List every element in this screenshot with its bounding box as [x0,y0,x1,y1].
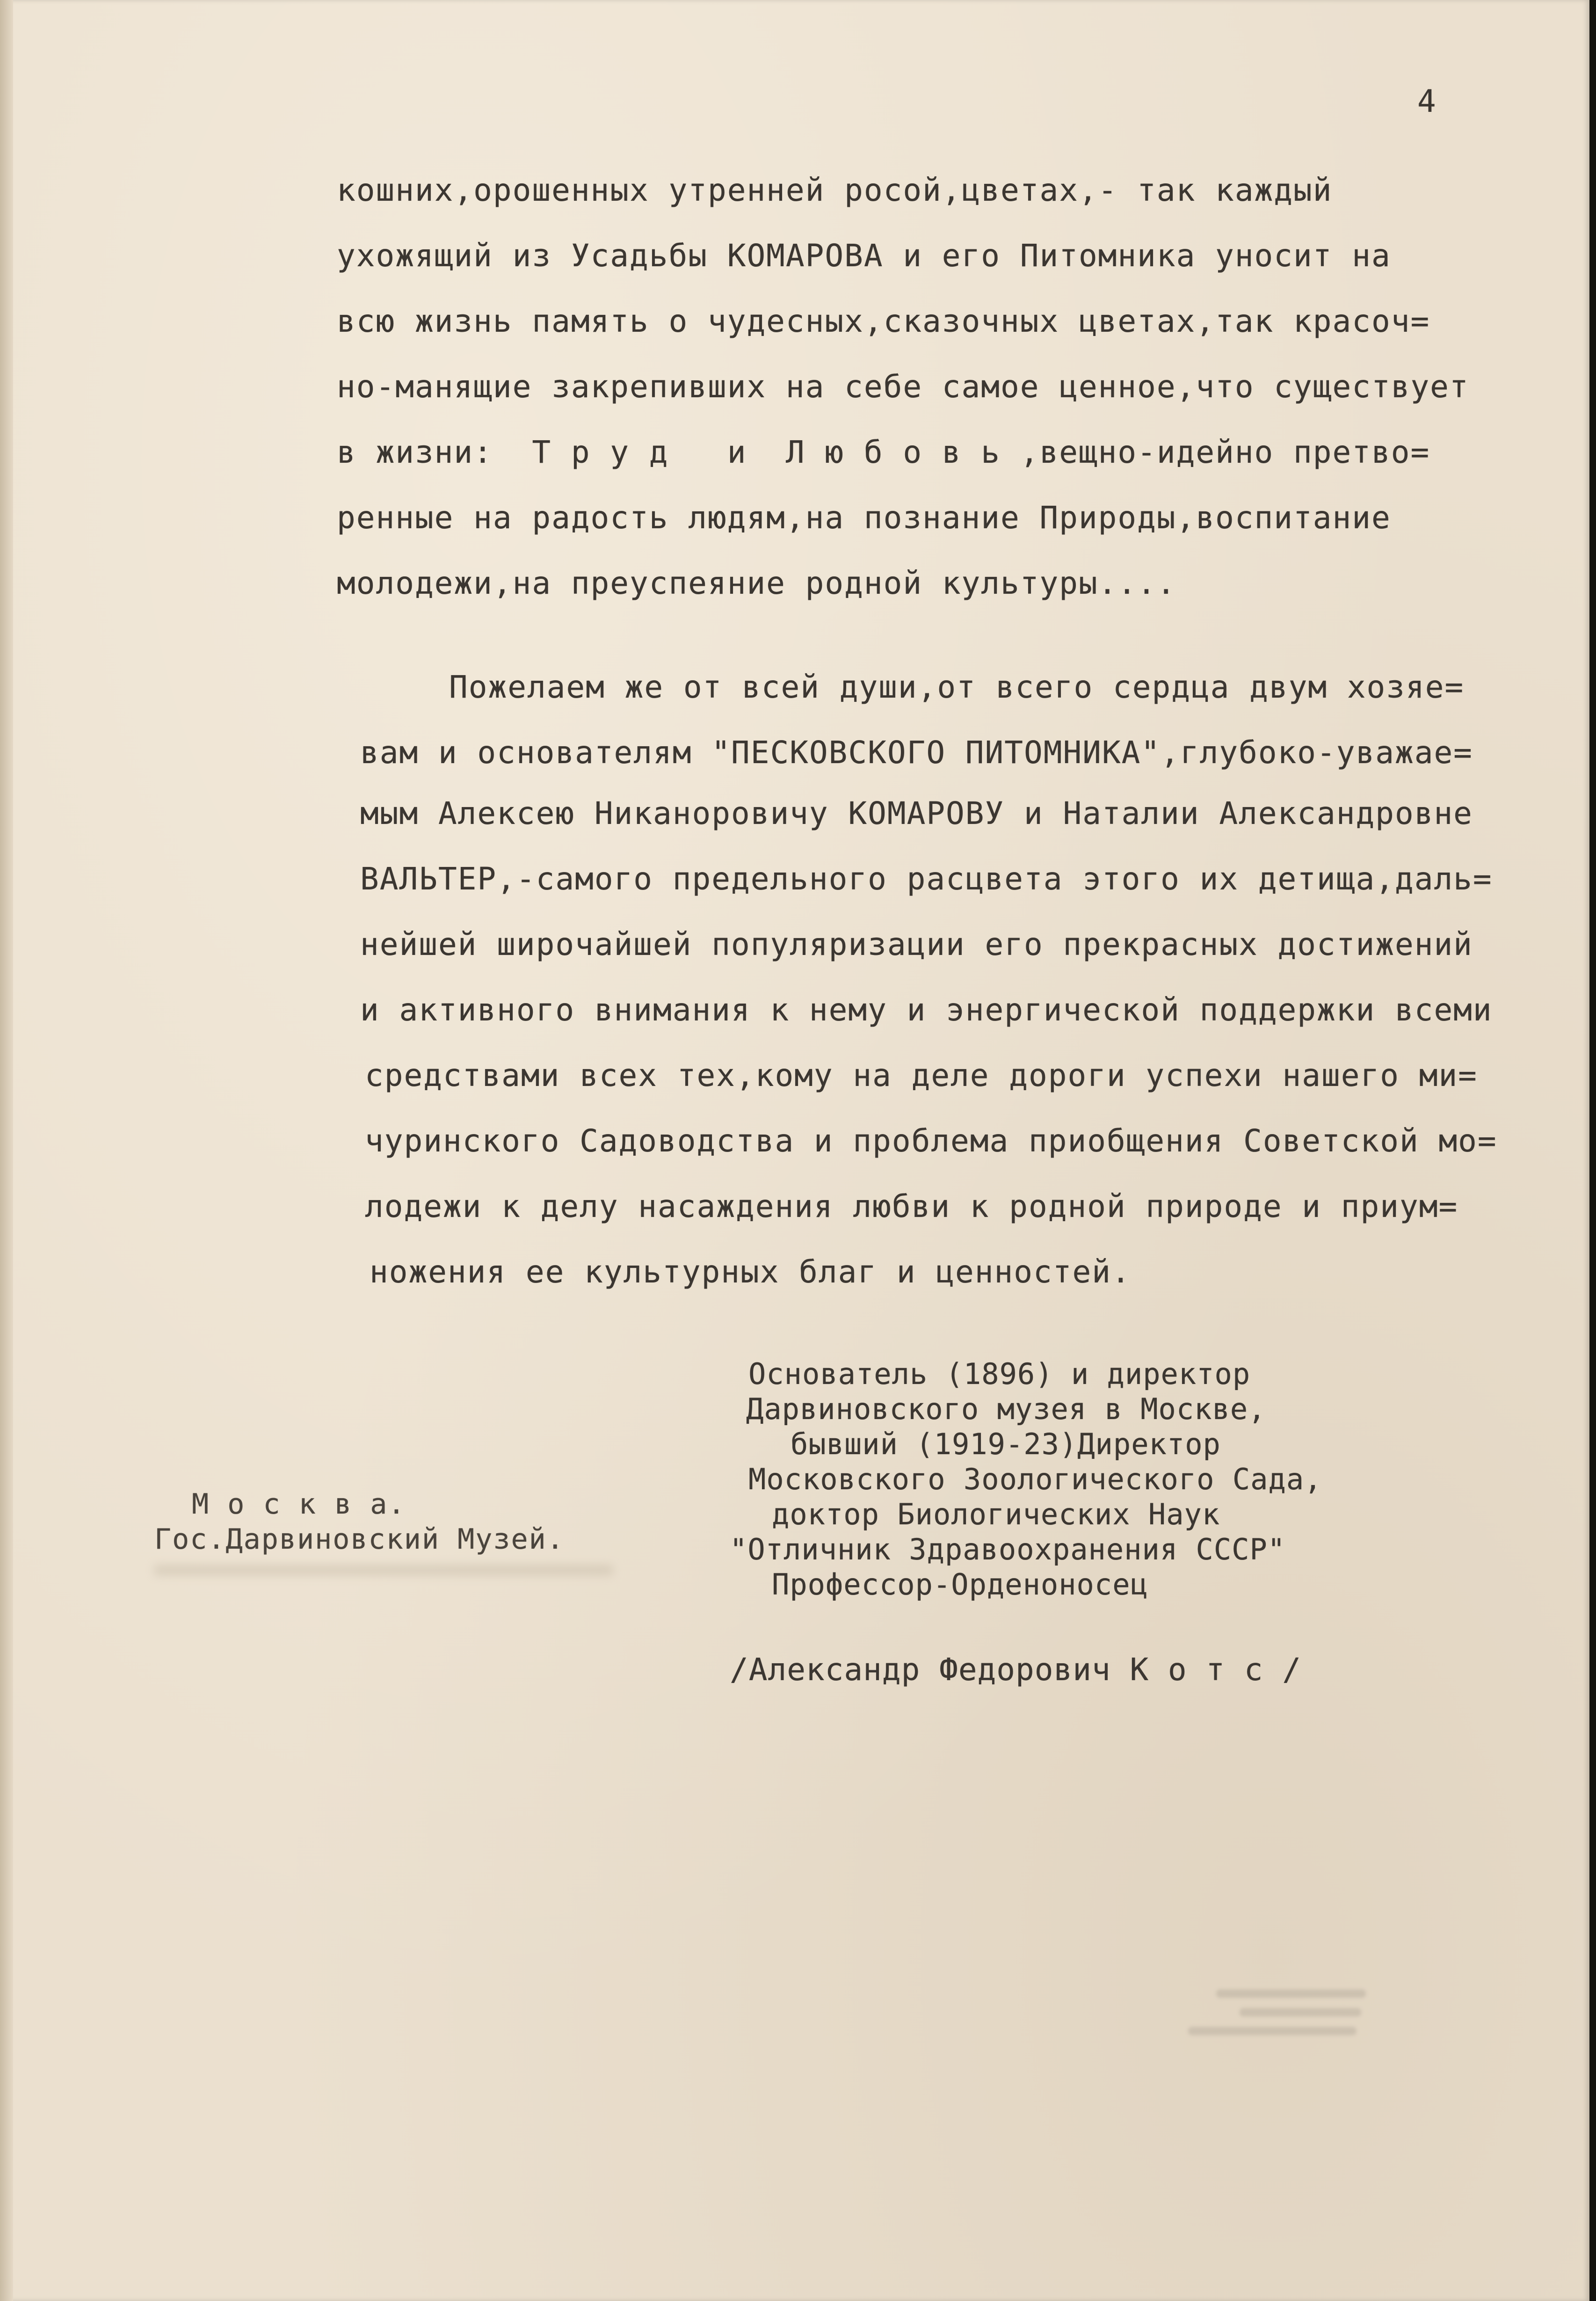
stamp-line [1188,2027,1357,2035]
body-line-12: нейшей широчайшей популяризации его прекрасных достижений [360,926,1473,962]
body-line-9: вам и основателям "ПЕСКОВСКОГО ПИТОМНИКА",глубоко-уважае= [360,735,1473,771]
body-line-1: кошних,орошенных утренней росой,цветах,- так каждый [337,172,1333,208]
body-line-5: в жизни: Т р у д и Л ю б о в ь ,вещно-идейно претво= [337,434,1430,470]
signature-credential-2: Дарвиновского музея в Москве, [746,1392,1266,1426]
body-line-2: ухожящий из Усадьбы КОМАРОВА и его Питомника уносит на [337,238,1391,274]
body-line-8: Пожелаем же от всей души,от всего сердца двум хозяе= [449,669,1465,705]
signature-credential-4: Московского Зоологического Сада, [748,1462,1322,1496]
signature-credential-6: "Отличник Здравоохранения СССР" [730,1532,1286,1566]
signature-credential-7: Профессор-Орденоносец [772,1567,1148,1602]
page-number: 4 [1417,83,1436,119]
body-line-3: всю жизнь память о чудесных,сказочных цветах,так красоч= [337,303,1430,339]
signature-name: /Александр Федорович К о т с / [730,1652,1302,1688]
body-line-16: лодежи к делу насаждения любви к родной природе и приум= [365,1188,1458,1224]
signature-credential-5: доктор Биологических Наук [772,1497,1220,1531]
faded-typing-mark [154,1565,613,1575]
body-line-14: средствами всех тех,кому на деле дороги успехи нашего ми= [365,1057,1478,1093]
faded-archive-stamp [1188,1979,1394,2091]
body-line-6: ренные на радость людям,на познание Природы,воспитание [337,500,1391,536]
body-line-10: мым Алексею Никаноровичу КОМАРОВУ и Наталии Александровне [360,795,1473,831]
signature-credential-3: бывший (1919-23)Директор [791,1427,1221,1461]
body-line-13: и активного внимания к нему и энергической поддержки всеми [360,992,1493,1028]
stamp-line [1240,2008,1361,2017]
place-city: М о с к в а. [192,1488,406,1521]
place-museum: Гос.Дарвиновский Музей. [154,1523,565,1556]
body-line-11: ВАЛЬТЕР,-самого предельного расцвета этого их детища,даль= [360,861,1493,897]
stamp-line [1216,1989,1366,1998]
body-line-7: молодежи,на преуспеяние родной культуры.... [337,565,1176,601]
body-line-15: чуринского Садоводства и проблема приобщения Советской мо= [365,1123,1497,1159]
body-line-17: ножения ее культурных благ и ценностей. [370,1254,1131,1290]
body-line-4: но-манящие закрепивших на себе самое ценное,что существует [337,369,1469,405]
page-edge [0,0,13,2301]
signature-credential-1: Основатель (1896) и директор [748,1357,1251,1391]
